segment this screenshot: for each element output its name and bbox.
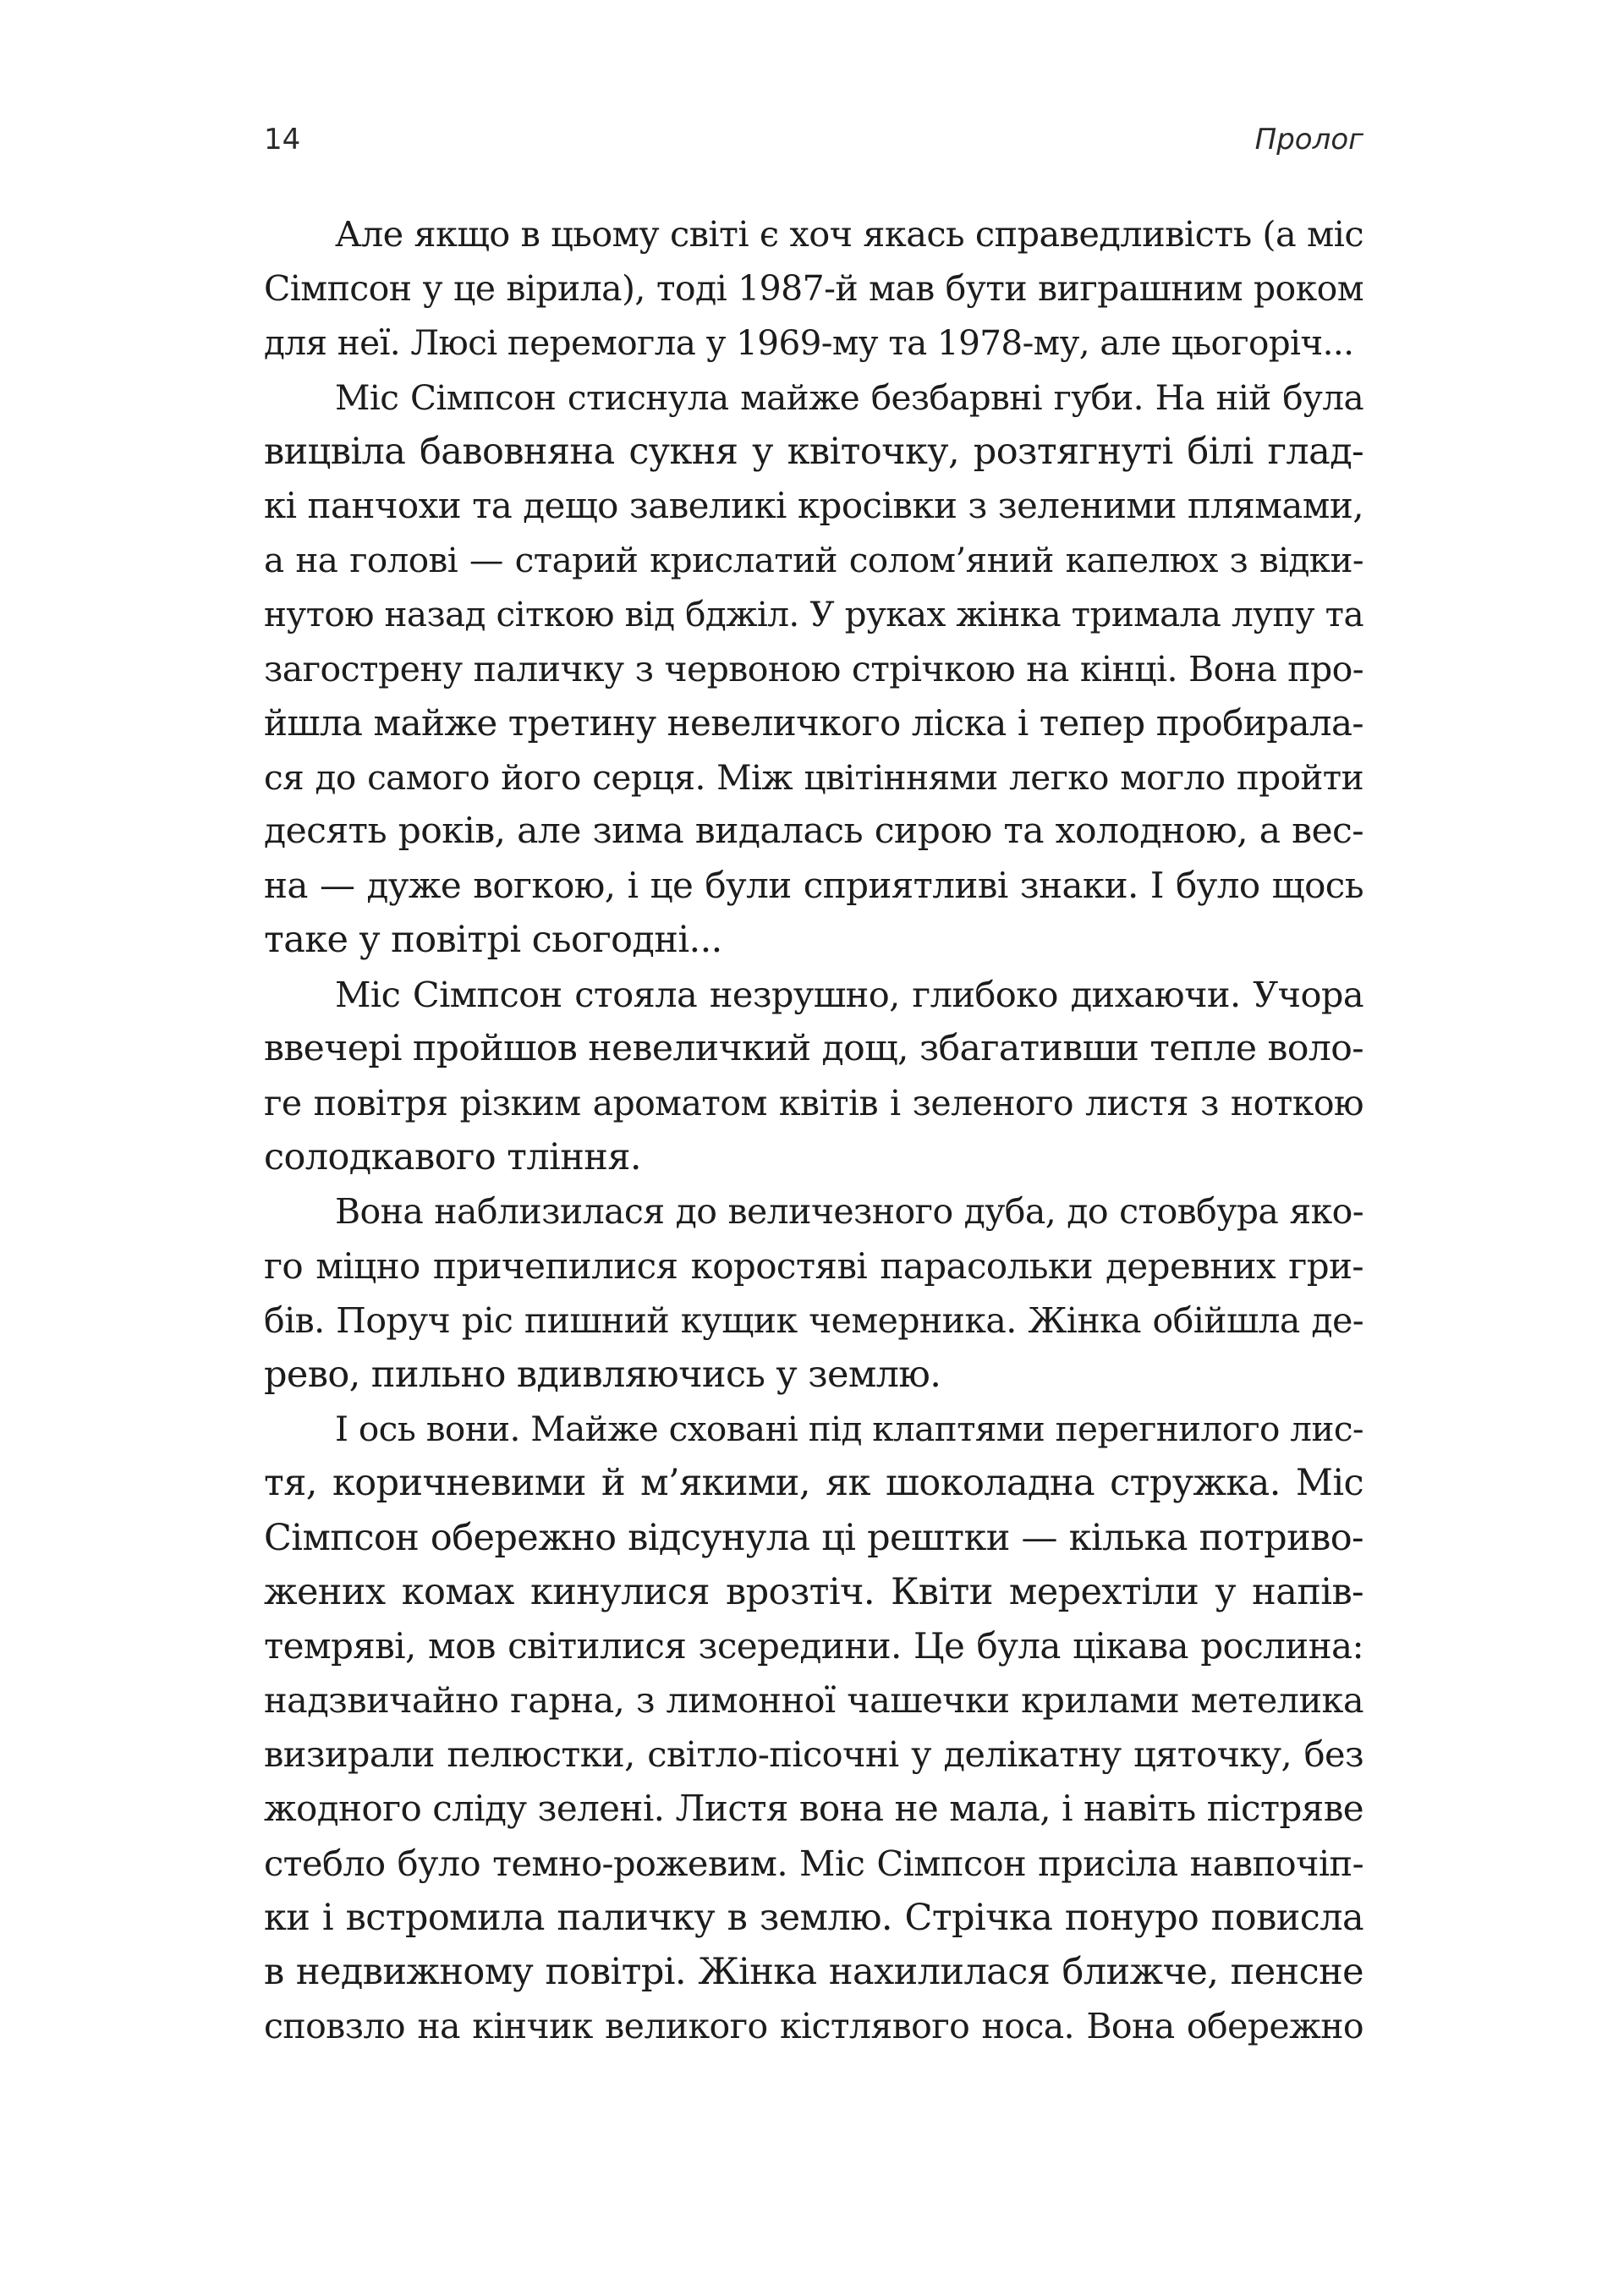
text-line: тя, коричневими й м’якими, як шоколадна стружка. Міс — [264, 1462, 1363, 1505]
text-line: го міцно причепилися коростяві парасольки деревних гри- — [264, 1244, 1363, 1287]
text-line: жених комах кинулися врозтіч. Квіти мерехтіли у напів- — [264, 1570, 1363, 1613]
text-line: жодного сліду зелені. Листя вона не мала, і навіть пістряве — [264, 1788, 1363, 1830]
text-line: кі панчохи та дещо завеликі кросівки з зеленими плямами, — [264, 484, 1363, 526]
text-line: бів. Поруч ріс пишний кущик чемерника. Жінка обійшла де- — [264, 1299, 1363, 1341]
body-text — [264, 207, 1363, 2053]
text-line: ге повітря різким ароматом квітів і зеленого листя з ноткою — [264, 1083, 1363, 1123]
text-line: ввечері пройшов невеличкий дощ, збагативши тепле воло- — [264, 1027, 1363, 1069]
text-line: визирали пелюстки, світло-пісочні у делікатну цяточку, без — [264, 1733, 1363, 1776]
text-line: нутою назад сіткою від бджіл. У руках жінка тримала лупу та — [264, 594, 1363, 635]
text-line: Сімпсон у це вірила), тоді 1987-й мав бути виграшним роком — [264, 268, 1363, 310]
text-line: на — дуже вогкою, і це були сприятливі знаки. І було щось — [264, 865, 1363, 907]
text-line: десять років, але зима видалась сирою та холодною, а вес- — [264, 810, 1363, 853]
section-title: Пролог — [1254, 123, 1363, 157]
text-line: Але якщо в цьому світі є хоч якась справедливість (а міс — [335, 213, 1363, 255]
text-line: вицвіла бавовняна сукня у квіточку, розтягнуті білі глад- — [264, 430, 1363, 473]
text-line: надзвичайно гарна, з лимонної чашечки крилами метелика — [264, 1679, 1363, 1722]
text-line: Вона наблизилася до величезного дуба, до стовбура яко- — [335, 1191, 1363, 1233]
text-line: І ось вони. Майже сховані під клаптями перегнилого лис- — [335, 1409, 1363, 1450]
text-line: в недвижному повітрі. Жінка нахилилася ближче, пенсне — [264, 1951, 1363, 1993]
text-line: а на голові — старий крислатий солом’яний капелюх з відки- — [264, 540, 1363, 581]
text-line: рево, пильно вдивляючись у землю. — [264, 1353, 941, 1396]
text-line: ся до самого його серця. Між цвітіннями легко могло пройти — [264, 756, 1363, 798]
text-line: йшла майже третину невеличкого ліска і тепер пробирала- — [264, 701, 1363, 744]
text-line: стебло було темно-рожевим. Міс Сімпсон присіла навпочіп- — [264, 1842, 1363, 1884]
text-line: сповзло на кінчик великого кістлявого носа. Вона обережно — [264, 2006, 1363, 2047]
page-number: 14 — [264, 123, 301, 157]
text-line: таке у повітрі сьогодні... — [264, 919, 722, 962]
text-line: загострену паличку з червоною стрічкою на кінці. Вона про- — [264, 648, 1363, 689]
text-line: Сімпсон обережно відсунула ці рештки — кілька потриво- — [264, 1516, 1363, 1559]
text-line: темряві, мов світилися зсередини. Це була цікава рослина: — [264, 1624, 1363, 1667]
text-line: ки і встромила паличку в землю. Стрічка понуро повисла — [264, 1896, 1363, 1939]
text-line: для неї. Люсі перемогла у 1969-му та 1978-му, але цьогоріч... — [264, 322, 1354, 364]
text-line: Міс Сімпсон стояла незрушно, глибоко дихаючи. Учора — [335, 973, 1363, 1015]
text-line: солодкавого тління. — [264, 1136, 641, 1179]
text-line: Міс Сімпсон стиснула майже безбарвні губи. На ній була — [335, 376, 1363, 418]
running-head — [264, 118, 1363, 161]
